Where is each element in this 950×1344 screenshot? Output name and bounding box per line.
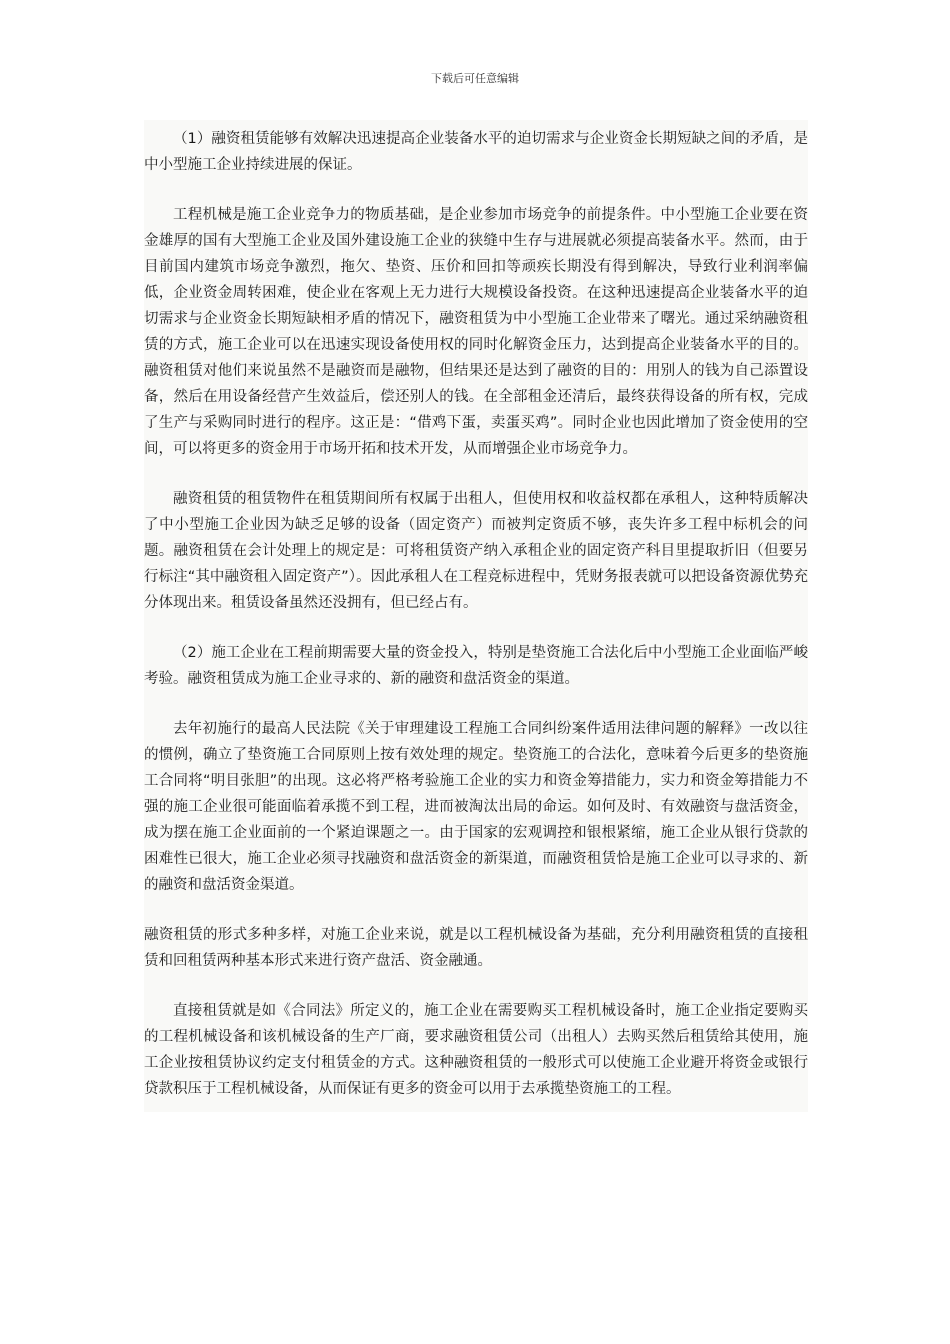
paragraph-4: （2）施工企业在工程前期需要大量的资金投入，特别是垫资施工合法化后中小型施工企业面临严峻考验。融资租赁成为施工企业寻求的、新的融资和盘活资金的渠道。 (144, 645, 808, 687)
paragraph-1: （1）融资租赁能够有效解决迅速提高企业装备水平的迫切需求与企业资金长期短缺之间的矛盾，是中小型施工企业持续进展的保证。 (144, 131, 808, 173)
page-header-note: 下载后可任意编辑 (431, 72, 519, 85)
document-body (144, 120, 808, 1112)
paragraph-2: 工程机械是施工企业竞争力的物质基础，是企业参加市场竞争的前提条件。中小型施工企业要在资金雄厚的国有大型施工企业及国外建设施工企业的狭缝中生存与进展就必须提高装备水平。然而，由于目前国内建筑市场竞争激烈，拖欠、垫资、压价和回扣等顽疾长期没有得到解决，导致行业利润率偏低，企业资金周转困难，使企业在客观上无力进行大规模设备投资。在这种迅速提高企业装备水平的迫切需求与企业资金长期短缺相矛盾的情况下，融资租赁为中小型施工企业带来了曙光。通过采纳融资租赁的方式，施工企业可以在迅速实现设备使用权的同时化解资金压力，达到提高企业装备水平的目的。融资租赁对他们来说虽然不是融资而是融物，但结果还是达到了融资的目的：用别人的钱为自己添置设备，然后在用设备经营产生效益后，偿还别人的钱。在全部租金还清后，最终获得设备的所有权，完成了生产与采购同时进行的程序。这正是：“借鸡下蛋，卖蛋买鸡”。同时企业也因此增加了资金使用的空间，可以将更多的资金用于市场开拓和技术开发，从而增强企业市场竞争力。 (144, 207, 808, 457)
paragraph-3: 融资租赁的租赁物件在租赁期间所有权属于出租人，但使用权和收益权都在承租人，这种特质解决了中小型施工企业因为缺乏足够的设备（固定资产）而被判定资质不够，丧失许多工程中标机会的问题。融资租赁在会计处理上的规定是：可将租赁资产纳入承租企业的固定资产科目里提取折旧（但要另行标注“其中融资租入固定资产”）。因此承租人在工程竞标进程中，凭财务报表就可以把设备资源优势充分体现出来。租赁设备虽然还没拥有，但已经占有。 (144, 491, 808, 611)
paragraph-5: 去年初施行的最高人民法院《关于审理建设工程施工合同纠纷案件适用法律问题的解释》一改以往的惯例，确立了垫资施工合同原则上按有效处理的规定。垫资施工的合法化，意味着今后更多的垫资施工合同将“明目张胆”的出现。这必将严格考验施工企业的实力和资金筹措能力，实力和资金筹措能力不强的施工企业很可能面临着承揽不到工程，进而被淘汰出局的命运。如何及时、有效融资与盘活资金，成为摆在施工企业面前的一个紧迫课题之一。由于国家的宏观调控和银根紧缩，施工企业从银行贷款的困难性已很大，施工企业必须寻找融资和盘活资金的新渠道，而融资租赁恰是施工企业可以寻求的、新的融资和盘活资金渠道。 (144, 721, 808, 893)
paragraph-7: 直接租赁就是如《合同法》所定义的，施工企业在需要购买工程机械设备时，施工企业指定要购买的工程机械设备和该机械设备的生产厂商，要求融资租赁公司（出租人）去购买然后租赁给其使用，施工企业按租赁协议约定支付租赁金的方式。这种融资租赁的一般形式可以使施工企业避开将资金或银行贷款积压于工程机械设备，从而保证有更多的资金可以用于去承揽垫资施工的工程。 (144, 1003, 808, 1097)
paragraph-6: 融资租赁的形式多种多样，对施工企业来说，就是以工程机械设备为基础，充分利用融资租赁的直接租赁和回租赁两种基本形式来进行资产盘活、资金融通。 (144, 927, 808, 969)
